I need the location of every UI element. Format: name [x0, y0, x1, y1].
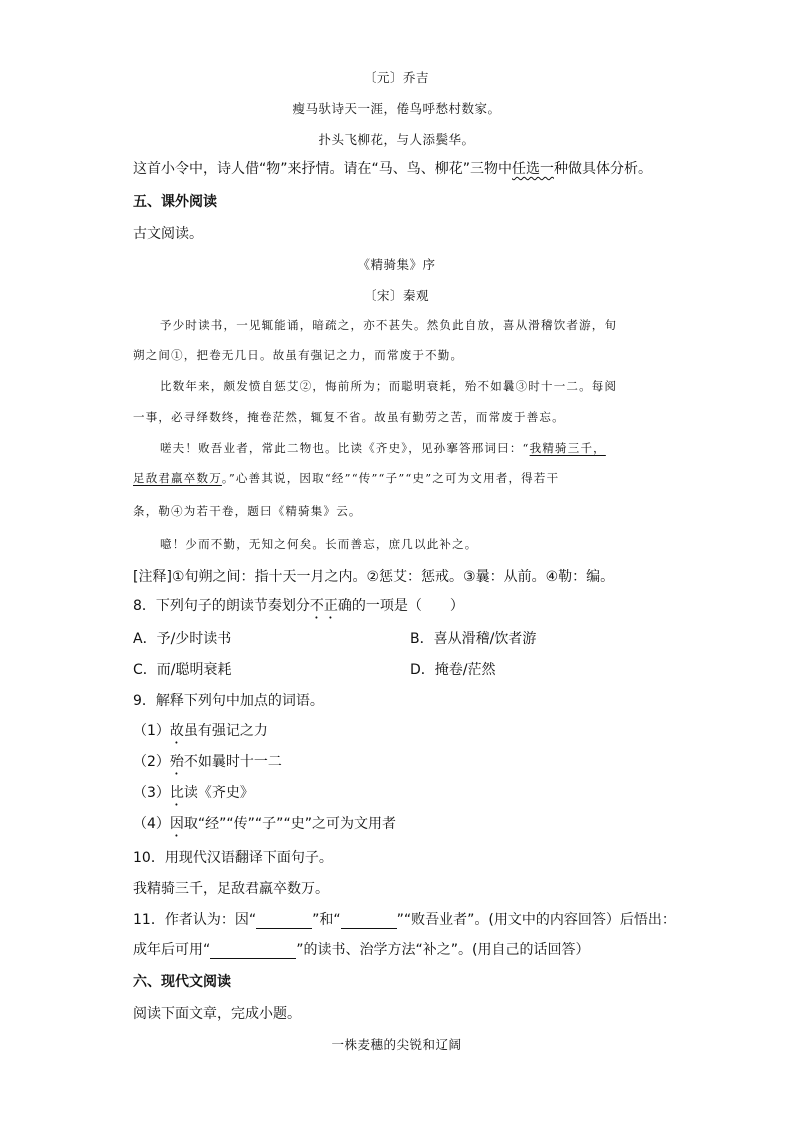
poem-question-text: 这首小令中，诗人借“物”来抒情。请在“马、鸟、柳花”三物中 [133, 161, 513, 177]
section-6-title: 六、现代文阅读 [133, 974, 231, 990]
q9-item-4-num: （4） [133, 816, 170, 832]
q9-item-2 [133, 751, 282, 778]
paragraph-3-line-1 [160, 440, 606, 456]
q11-blank-2[interactable] [341, 914, 397, 929]
question-9-stem: 9．解释下列句中加点的词语。 [133, 693, 324, 709]
underlined-quote-1: 我精骑三千， [529, 441, 606, 455]
poem-line-2: 扑头飞柳花，与人添鬓华。 [318, 132, 475, 147]
poem-question-wavy: 任选一 [512, 161, 555, 177]
q11-text-2: ”和“ [312, 912, 341, 928]
article-author: 〔宋〕秦观 [363, 288, 429, 303]
section-5-intro: 古文阅读。 [133, 226, 203, 242]
paragraph-1-line-1: 予少时读书，一见辄能诵，暗疏之，亦不甚失。然负此自放，喜从滑稽饮者游，旬 [160, 318, 618, 332]
q8-option-a: A．予/少时读书 [133, 631, 232, 647]
q8-option-d: D．掩卷/茫然 [410, 662, 496, 678]
q8-option-b: B．喜从滑稽/饮者游 [410, 631, 537, 647]
section-6-intro: 阅读下面文章，完成小题。 [133, 1006, 301, 1022]
q8-dotted: 不正 [309, 598, 338, 614]
paragraph-2-line-2: 一事，必寻绎数终，掩卷茫然，辄复不省。故虽有勤劳之苦，而常废于善忘。 [133, 410, 565, 424]
q11-text-1: 11．作者认为：因“ [133, 912, 257, 928]
poem-author: 〔元〕乔吉 [363, 70, 429, 85]
q11-blank-1[interactable] [256, 914, 312, 929]
notes: [注释]①旬朔之间：指十天一月之内。②惩艾：惩戒。③曩：从前。④勒：编。 [133, 569, 615, 585]
q9-item-1-num: （1） [133, 723, 170, 739]
q9-item-3-dotted: 比 [169, 785, 184, 801]
q8-text: 8．下列句子的朗读节奏划分 [133, 598, 310, 614]
q9-item-1-text: 虽有强记之力 [183, 723, 268, 739]
q11-blank-3[interactable] [210, 944, 296, 959]
q9-item-3-text: 读《齐史》 [183, 785, 254, 801]
question-10-stem: 10．用现代汉语翻译下面句子。 [133, 850, 333, 866]
q8-text-end: 确的一项是（ ） [337, 598, 464, 614]
q8-option-c: C．而/聪明衰耗 [133, 662, 232, 678]
q11-text-5: ”的读书、治学方法“补之”。(用自己的话回答） [296, 942, 590, 958]
q9-item-3 [133, 782, 254, 809]
q9-item-3-num: （3） [133, 785, 170, 801]
q11-text-3: ”“败吾业者”。(用文中的内容回答）后悟出： [396, 912, 676, 928]
underlined-quote-2: 足敌君羸卒数万 [133, 471, 222, 485]
section-5-title: 五、课外阅读 [133, 194, 217, 210]
paragraph-3-text-2: 。”心善其说，因取“经”“传”“子”“史”之可为文用者，得若干 [221, 471, 560, 485]
article-title: 《精骑集》序 [357, 257, 436, 272]
paragraph-1-line-2: 朔之间①，把卷无几日。故虽有强记之力，而常废于不勤。 [133, 348, 464, 362]
q9-item-4-text: 取“经”“传”“子”“史”之可为文用者 [183, 816, 396, 832]
question-11-line-1 [133, 909, 676, 929]
poem-line-1: 瘦马驮诗天一涯，倦鸟呼愁村数家。 [292, 101, 501, 116]
q11-text-4: 成年后可用“ [133, 942, 211, 958]
question-10-sentence: 我精骑三千，足敌君羸卒数万。 [133, 881, 329, 897]
question-11-line-2 [133, 939, 590, 959]
paragraph-3-text: 嗟夫！败吾业者，常此二物也。比读《齐史》，见孙搴答邢词曰：“ [160, 441, 530, 455]
q9-item-2-text: 不如曩时十一二 [183, 754, 282, 770]
q9-item-2-dotted: 殆 [169, 754, 184, 770]
poem-question [133, 158, 652, 178]
q9-item-2-num: （2） [133, 754, 170, 770]
modern-article-title: 一株麦穗的尖锐和辽阔 [331, 1037, 462, 1052]
question-8-stem [133, 595, 464, 622]
paragraph-3-line-2 [133, 470, 559, 486]
q9-item-4-dotted: 因 [169, 816, 184, 832]
paragraph-3-line-3: 条，勒④为若干卷，题曰《精骑集》云。 [133, 504, 362, 518]
q9-item-1-dotted: 故 [169, 723, 184, 739]
q9-item-4 [133, 813, 396, 840]
q9-item-1 [133, 720, 268, 747]
paragraph-2-line-1: 比数年来，颇发愤自惩艾②，悔前所为；而聪明衰耗，殆不如曩③时十一二。每阅 [160, 379, 618, 393]
poem-question-text-end: 种做具体分析。 [554, 161, 653, 177]
paragraph-4: 噫！少而不勤，无知之何矣。长而善忘，庶几以此补之。 [160, 537, 478, 551]
